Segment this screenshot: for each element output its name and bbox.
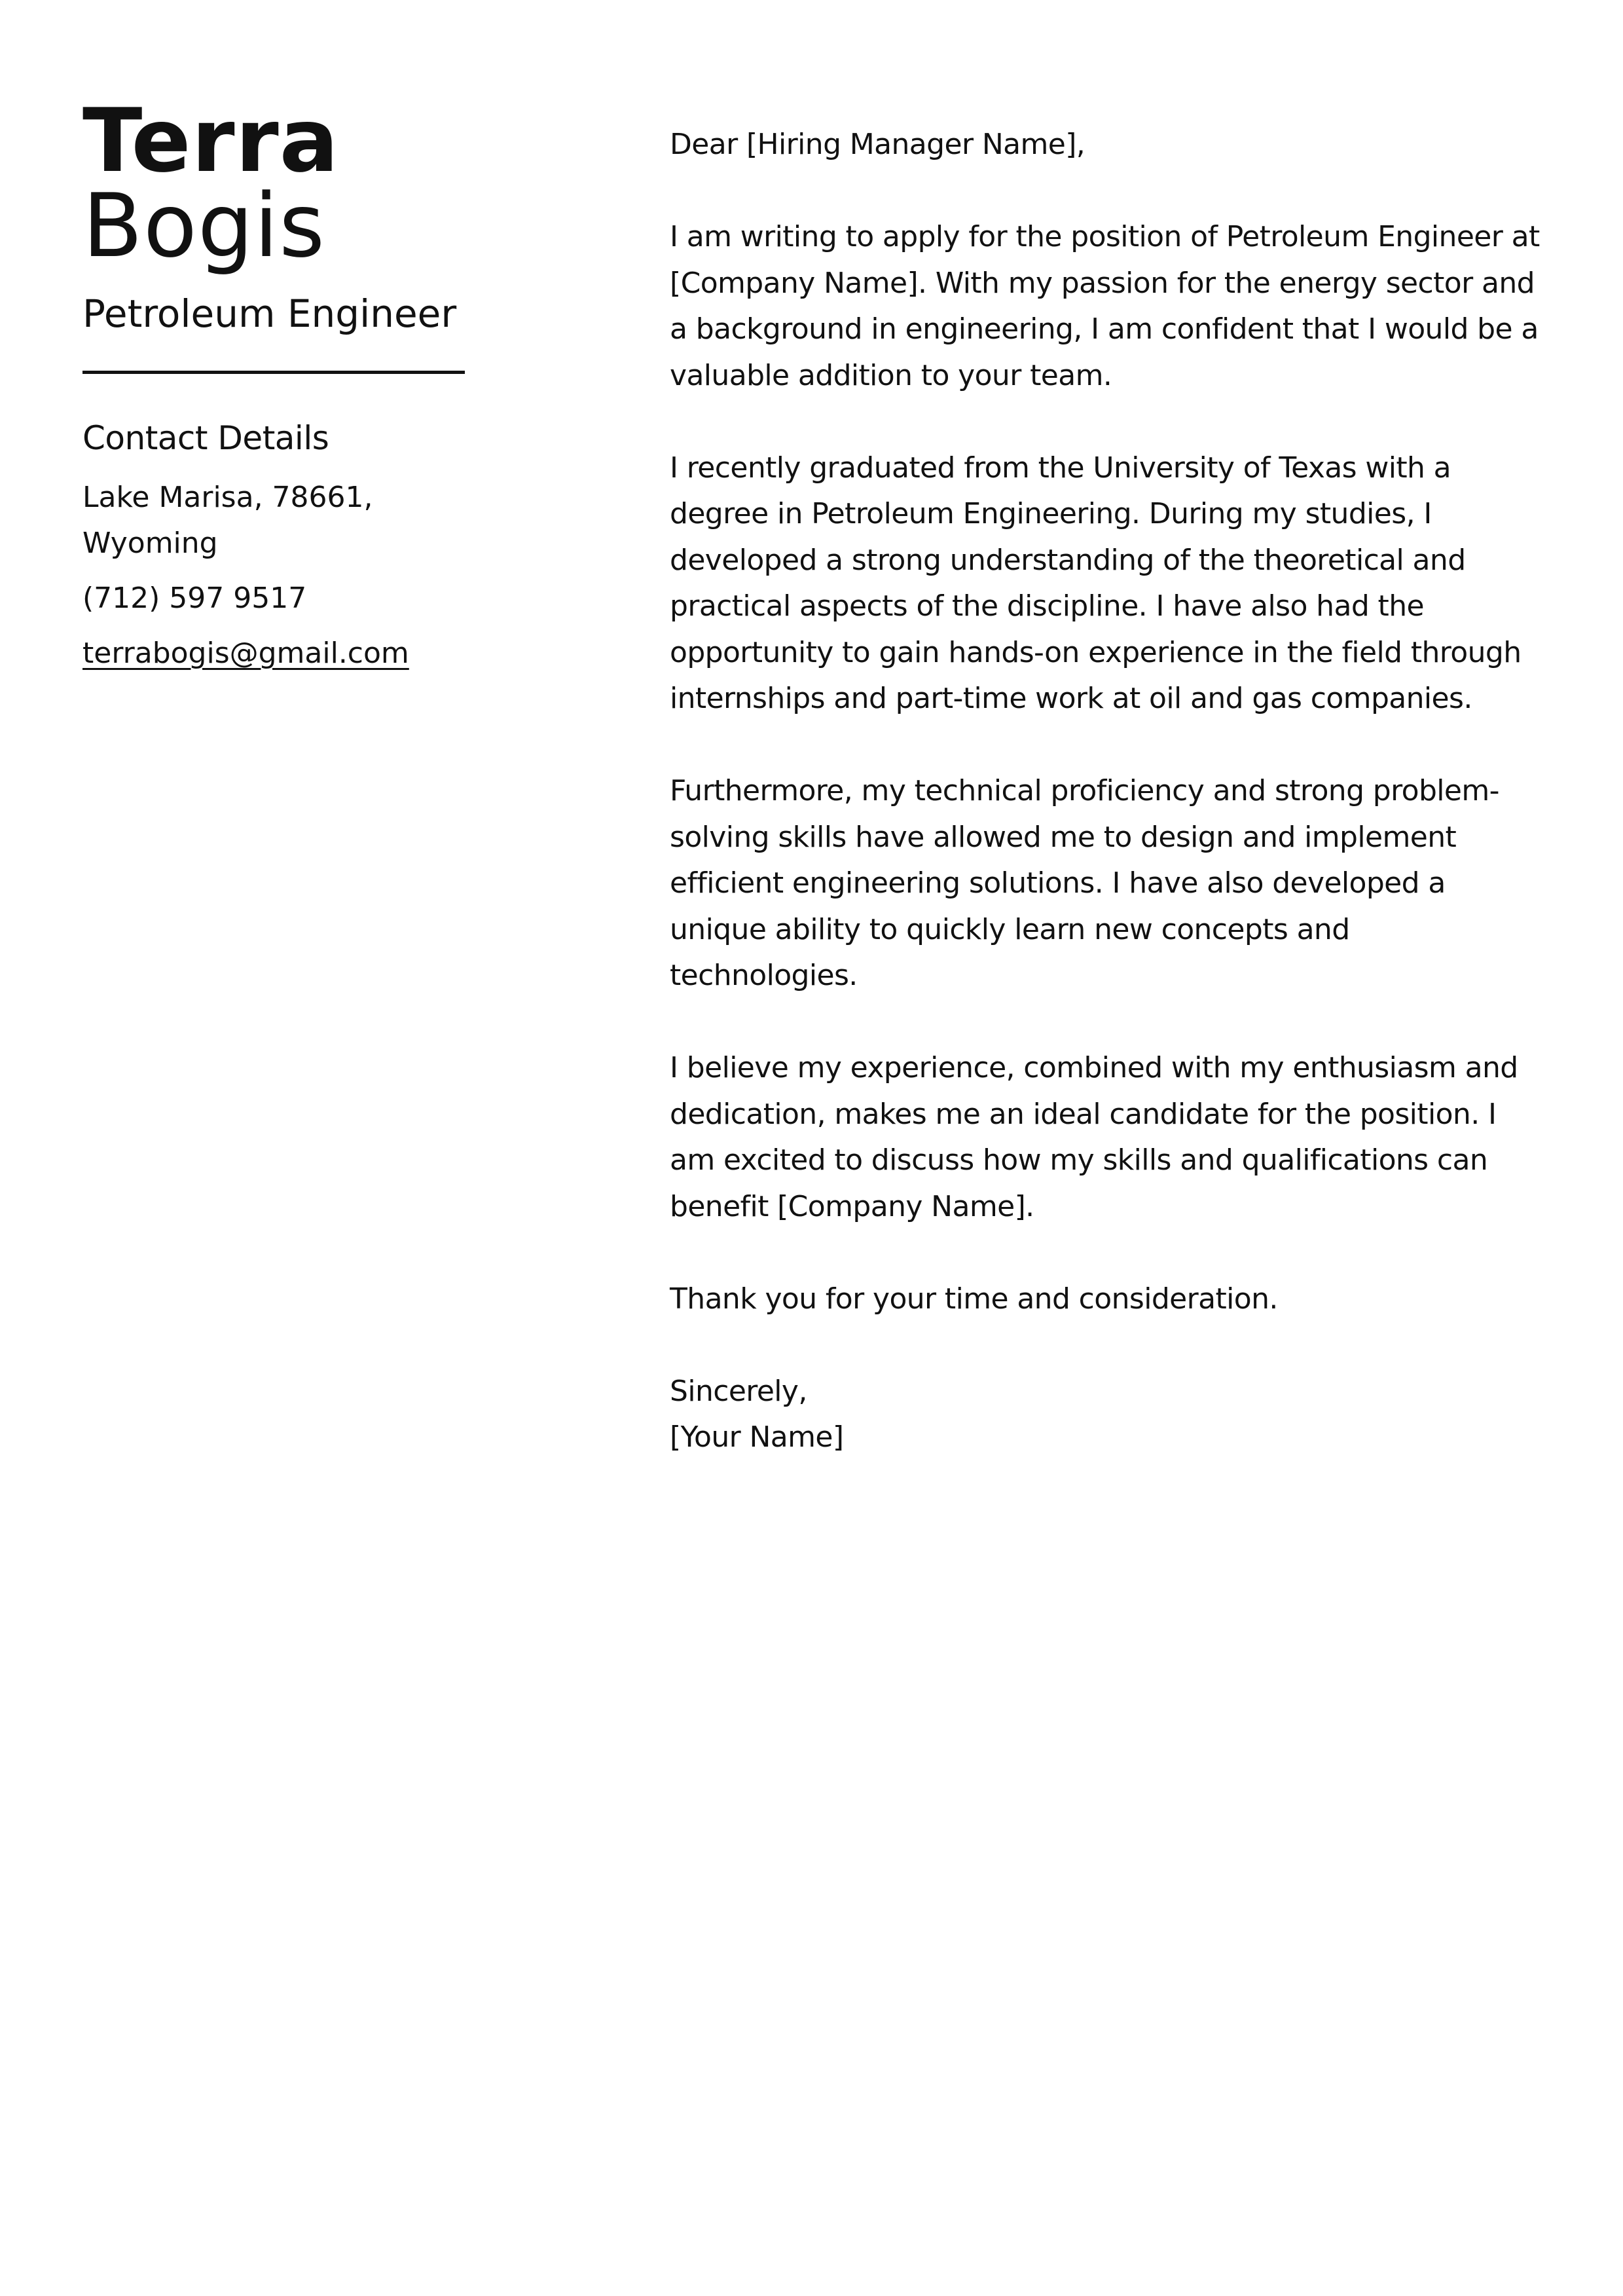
letter-paragraph-2: I recently graduated from the University of Texas with a degree in Petroleum Engineering. During my studies, I developed a strong understanding of the theoretical and practical aspects of the discipline. I have also had the opportunity to gain hands-on experience in the field through internships and part-time work at oil and gas companies. <box>670 451 1522 715</box>
last-name: Bogis <box>82 175 326 277</box>
contact-heading: Contact Details <box>82 419 329 457</box>
closing: Sincerely, <box>670 1374 807 1408</box>
signature: [Your Name] <box>670 1420 844 1454</box>
first-name: Terra <box>82 90 340 192</box>
contact-email-link[interactable]: terrabogis@gmail.com <box>82 637 409 670</box>
salutation: Dear [Hiring Manager Name], <box>670 128 1085 161</box>
contact-phone: (712) 597 9517 <box>82 582 307 615</box>
sidebar <box>82 90 475 676</box>
letter-paragraph-1: I am writing to apply for the position of Petroleum Engineer at [Company Name]. With my passion for the energy sector and a background in engineering, I am confident that I would be a valuable addition to your team. <box>670 220 1540 392</box>
candidate-name <box>82 90 475 277</box>
contact-address: Lake Marisa, 78661, Wyoming <box>82 481 373 560</box>
divider <box>82 371 465 374</box>
letter-paragraph-4: I believe my experience, combined with my enthusiasm and dedication, makes me an ideal candidate for the position. I am excited to discuss how my skills and qualifications can benefit [Company Name]. <box>670 1051 1518 1223</box>
job-title: Petroleum Engineer <box>82 291 457 336</box>
letter-paragraph-5: Thank you for your time and consideration. <box>670 1282 1278 1316</box>
letter-body <box>670 122 1541 1461</box>
letter-paragraph-3: Furthermore, my technical proficiency and strong problem-solving skills have allowed me to design and implement efficient engineering solutions. I have also developed a unique ability to quickly learn new concepts and technologies. <box>670 774 1499 992</box>
